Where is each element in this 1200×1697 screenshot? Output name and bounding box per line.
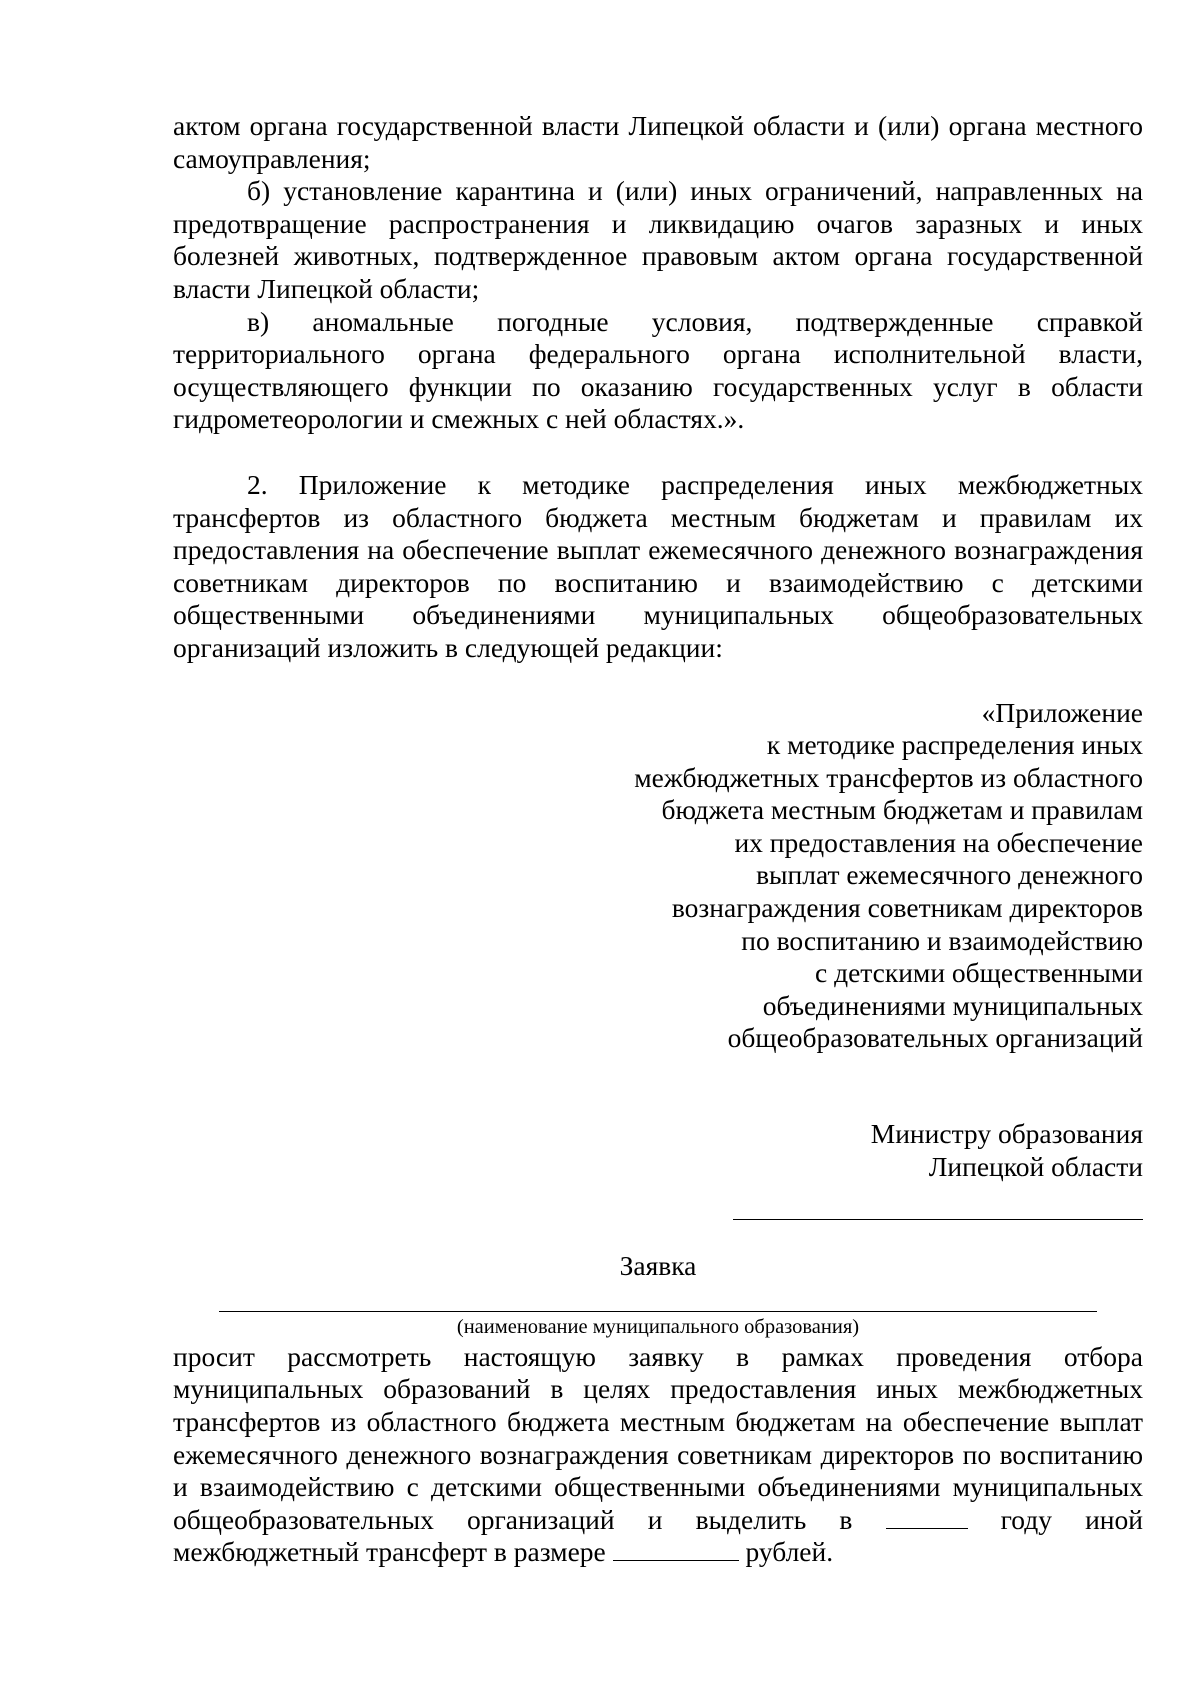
municipality-name-caption: (наименование муниципального образования)	[456, 1315, 860, 1338]
appendix-line: к методике распределения иных	[766, 729, 1143, 761]
application-body-text-2: иной межбюджетный трансферт в размере	[173, 1503, 1143, 1568]
paragraph-continuation: актом органа государственной власти Липецкой области и (или) органа местного самоуправления;	[173, 110, 1143, 174]
minister-name-blank	[733, 1219, 1143, 1220]
appendix-line: бюджета местным бюджетам и правилам	[661, 794, 1143, 826]
addressee-line: Министру образования	[870, 1118, 1143, 1150]
municipality-name-field	[173, 1311, 1143, 1312]
addressee-block	[173, 1118, 1143, 1183]
paragraph-item-v: в) аномальные погодные условия, подтвержденные справкой территориального органа федерального органа исполнительной власти, осуществляющего функции по оказанию государственных услуг в области гидрометеорологии и смежных с ней областях.».	[173, 305, 1143, 435]
amount-blank	[613, 1538, 739, 1561]
appendix-line: «Приложение	[981, 696, 1143, 728]
appendix-line: выплат ежемесячного денежного	[756, 859, 1143, 891]
document-body	[173, 110, 1143, 1569]
appendix-line: с детскими общественными	[815, 957, 1143, 989]
currency-word: рублей.	[745, 1536, 834, 1568]
appendix-line: вознаграждения советникам директоров	[671, 892, 1143, 924]
appendix-line: объединениями муниципальных	[762, 989, 1143, 1021]
application-body	[173, 1341, 1143, 1569]
paragraph-item-2: 2. Приложение к методике распределения иных межбюджетных трансфертов из областного бюджета местным бюджетам и правилам их предоставления на обеспечение выплат ежемесячного денежного вознаграждения советникам директоров по воспитанию и взаимодействию с детскими общественными объединениями муниципальных общеобразовательных организаций изложить в следующей редакции:	[173, 468, 1143, 663]
application-body-text: просит рассмотреть настоящую заявку в рамках проведения отбора муниципальных образований в целях предоставления иных межбюджетных трансфертов из областного бюджета местным бюджетам на обеспечение выплат ежемесячного денежного вознаграждения советникам директоров по воспитанию и взаимодействию с детскими общественными объединениями муниципальных общеобразовательных организаций и выделить в	[173, 1340, 1143, 1535]
appendix-line: межбюджетных трансфертов из областного	[634, 761, 1143, 793]
municipality-name-blank	[219, 1311, 1097, 1312]
paragraph-item-b: б) установление карантина и (или) иных ограничений, направленных на предотвращение распространения и ликвидацию очагов заразных и иных болезней животных, подтвержденное правовым актом органа государственной власти Липецкой области;	[173, 175, 1143, 304]
addressee-line: Липецкой области	[928, 1150, 1143, 1182]
year-blank	[886, 1506, 968, 1529]
appendix-header	[173, 697, 1143, 1056]
year-word: году	[1000, 1503, 1052, 1535]
application-title: Заявка	[619, 1250, 697, 1282]
appendix-line: общеобразовательных организаций	[727, 1022, 1143, 1054]
appendix-line: по воспитанию и взаимодействию	[741, 924, 1143, 956]
appendix-line: их предоставления на обеспечение	[734, 826, 1143, 858]
